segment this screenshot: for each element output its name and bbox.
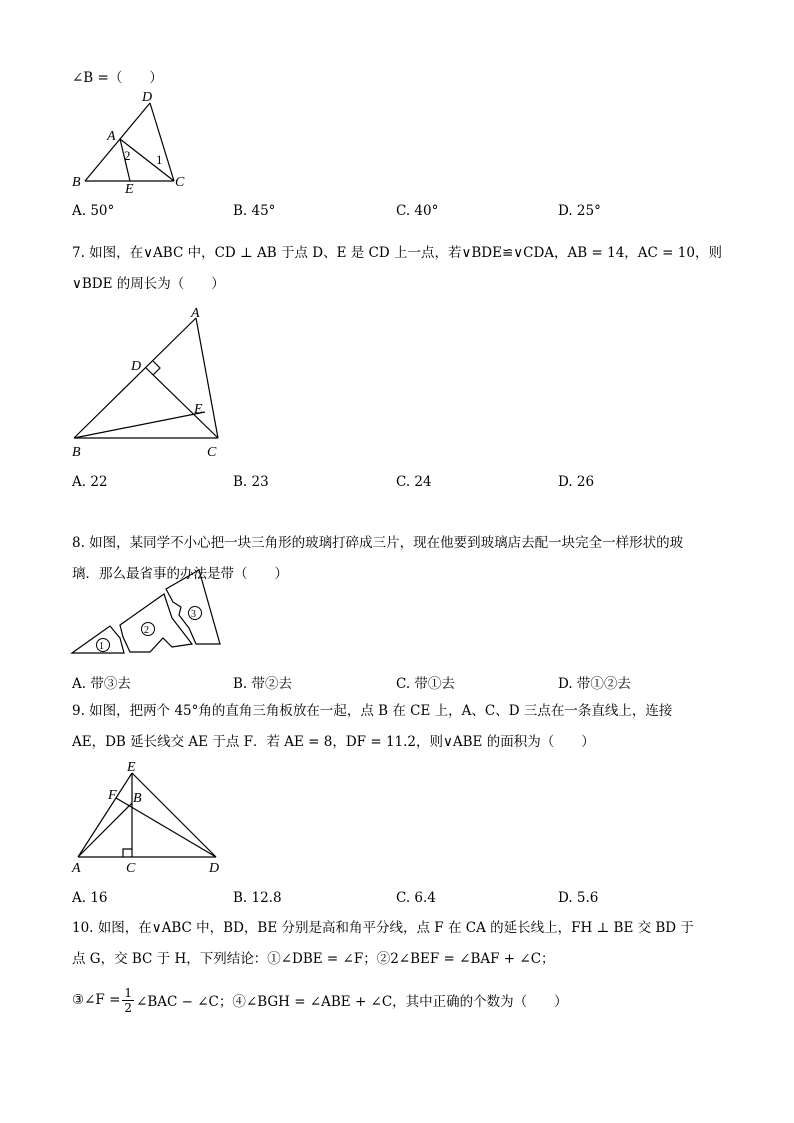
q10-fraction-numerator: 1 bbox=[124, 985, 133, 1000]
q9-option-a[interactable]: A. 16 bbox=[72, 890, 108, 906]
q6-option-b[interactable]: B. 45° bbox=[233, 203, 276, 219]
q7-figure bbox=[64, 300, 234, 465]
q6-option-c[interactable]: C. 40° bbox=[396, 203, 439, 219]
q7-label-b: B bbox=[72, 445, 81, 460]
q9-label-b: B bbox=[133, 791, 142, 806]
q8-option-c[interactable]: C. 带①去 bbox=[396, 676, 455, 692]
q9-label-e: E bbox=[127, 760, 136, 775]
q8-piece-2-label: 2 bbox=[144, 625, 149, 636]
q9-label-c: C bbox=[126, 861, 136, 876]
q7-option-a[interactable]: A. 22 bbox=[72, 474, 108, 490]
q6-figure bbox=[60, 88, 210, 200]
q7-label-a: A bbox=[191, 306, 200, 321]
q7-line-1: 7. 如图，在∨ABC 中，CD ⊥ AB 于点 D、E 是 CD 上一点，若∨BDE≌∨CDA，AB = 14，AC = 10，则 bbox=[72, 245, 722, 261]
q9-option-d[interactable]: D. 5.6 bbox=[558, 890, 599, 906]
q9-label-a: A bbox=[72, 861, 81, 876]
q6-label-d: D bbox=[142, 90, 153, 105]
q8-figure bbox=[68, 568, 228, 658]
q7-option-c[interactable]: C. 24 bbox=[396, 474, 432, 490]
q8-line-2: 璃．那么最省事的办法是带（ ） bbox=[72, 566, 288, 582]
q10-line-3-suffix: ∠BAC − ∠C；④∠BGH = ∠ABE + ∠C，其中正确的个数为（ ） bbox=[136, 994, 568, 1010]
q6-angle-1: 1 bbox=[156, 152, 163, 167]
q9-line-2: AE，DB 延长线交 AE 于点 F．若 AE = 8，DF = 11.2，则∨ABE 的面积为（ ） bbox=[72, 734, 595, 750]
q7-label-e: E bbox=[194, 402, 203, 417]
q9-option-b[interactable]: B. 12.8 bbox=[233, 890, 282, 906]
q9-label-f: F bbox=[108, 788, 117, 803]
q6-option-d[interactable]: D. 25° bbox=[558, 203, 601, 219]
q8-option-d[interactable]: D. 带①②去 bbox=[558, 676, 631, 692]
q10-stem bbox=[72, 913, 732, 975]
q6-label-b: B bbox=[72, 175, 81, 190]
q7-option-d[interactable]: D. 26 bbox=[558, 474, 595, 490]
q7-label-d: D bbox=[131, 359, 142, 374]
q7-option-b[interactable]: B. 23 bbox=[233, 474, 269, 490]
q10-line-3-prefix: ③∠F = bbox=[72, 992, 121, 1008]
q10-line-1: 10. 如图，在∨ABC 中，BD，BE 分别是高和角平分线，点 F 在 CA 的延长线上，FH ⊥ BE 交 BD 于 bbox=[72, 920, 694, 936]
q6-option-a[interactable]: A. 50° bbox=[72, 203, 115, 219]
q8-piece-1-label: 1 bbox=[99, 641, 104, 652]
q9-line-1: 9. 如图，把两个 45°角的直角三角板放在一起，点 B 在 CE 上，A、C、D 三点在一条直线上，连接 bbox=[72, 703, 673, 719]
q9-option-c[interactable]: C. 6.4 bbox=[396, 890, 436, 906]
q10-line-2: 点 G，交 BC 于 H，下列结论：①∠DBE = ∠F；②2∠BEF = ∠BAF + ∠C； bbox=[72, 951, 555, 967]
q9-label-d: D bbox=[209, 861, 220, 876]
q9-figure bbox=[66, 760, 236, 878]
glass-piece-2 bbox=[120, 594, 192, 652]
q10-line-3 bbox=[72, 983, 568, 1017]
q8-line-1: 8. 如图，某同学不小心把一块三角形的玻璃打碎成三片，现在他要到玻璃店去配一块完全一样形状的玻 bbox=[72, 535, 684, 551]
angle-b-question-text: ∠B =（ ） bbox=[72, 70, 163, 86]
q8-option-a[interactable]: A. 带③去 bbox=[72, 676, 131, 692]
q7-stem bbox=[72, 238, 732, 300]
q6-label-c: C bbox=[175, 175, 185, 190]
q6-angle-2: 2 bbox=[124, 148, 131, 163]
q8-option-b[interactable]: B. 带②去 bbox=[233, 676, 293, 692]
q9-stem bbox=[72, 696, 732, 758]
q6-label-a: A bbox=[107, 129, 116, 144]
q8-piece-3-label: 3 bbox=[191, 609, 196, 620]
q6-label-e: E bbox=[125, 182, 134, 197]
q7-label-c: C bbox=[207, 445, 217, 460]
q7-line-2: ∨BDE 的周长为（ ） bbox=[72, 276, 225, 292]
q10-fraction-denominator: 2 bbox=[124, 1000, 133, 1015]
q10-fraction bbox=[122, 986, 134, 1015]
